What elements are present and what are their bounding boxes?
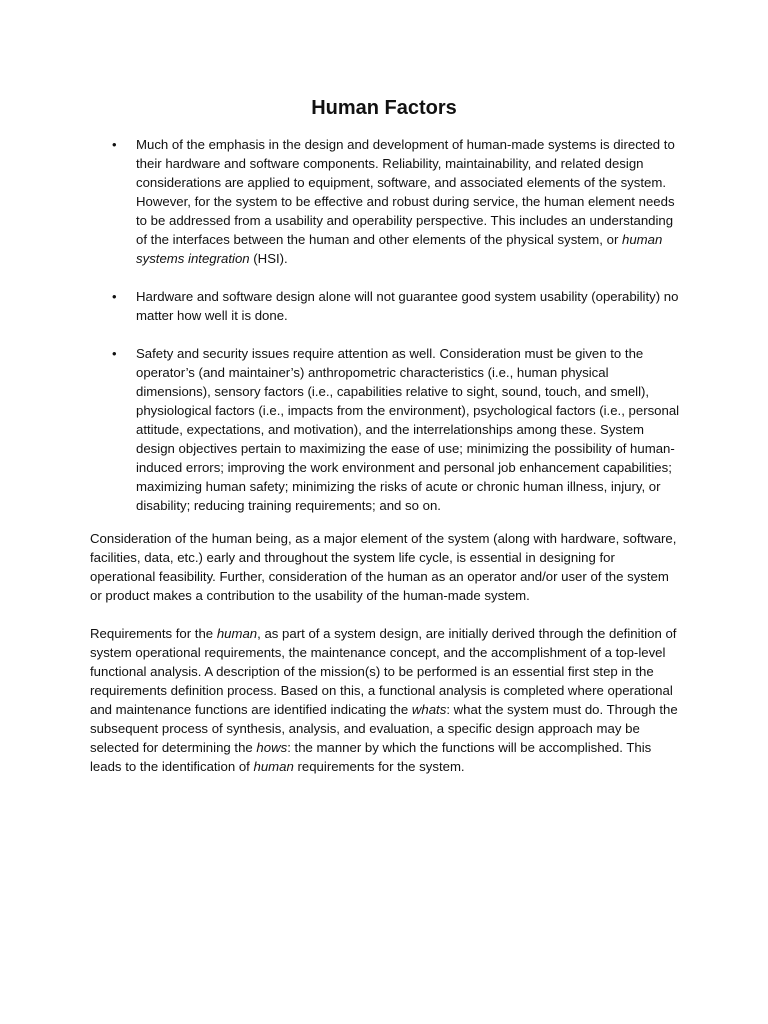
- bullet-item-safety: [90, 344, 680, 515]
- bullet-text: Much of the emphasis in the design and development of human-made systems is directed to their hardware and software components. Reliability, maintainability, and related design considerations are applied to equipment, software, and associated elements of the system. However, for the system to be effective and robust during service, the human element needs to be addressed from a usability and operability perspective. This includes an understanding of the interfaces between the human and other elements of the physical system, or: [136, 137, 675, 247]
- bullet-marker: •: [112, 289, 117, 304]
- paragraph-text: , as part of a system design, are initially derived through the definition of system operational requirements, the maintenance concept, and the accomplishment of a top-level functional analysis. A description of the mission(s) to be performed is an essential first step in the requirements definition process. Based on this, a functional analysis is completed where operational and maintenance functions are identified indicating the: [90, 626, 677, 717]
- bullet-marker: •: [112, 137, 117, 152]
- paragraph-text-italic: hows: [256, 740, 288, 755]
- paragraph-text-italic: human: [216, 626, 258, 641]
- paragraph-text-italic: human: [253, 759, 294, 774]
- bullet-text-italic: human systems integration: [136, 232, 663, 266]
- paragraph-text: : the manner by which the functions will be accomplished. This leads to the identification of: [90, 740, 652, 774]
- bullet-text: Hardware and software design alone will not guarantee good system usability (operability) no matter how well it is done.: [136, 289, 679, 323]
- paragraph-consideration: Consideration of the human being, as a major element of the system (along with hardware, software, facilities, data, etc.) early and throughout the system life cycle, is essential in designing for operational feasibility. Further, consideration of the human as an operator and/or user of the system or product makes a contribution to the usability of the human-made system.: [90, 531, 677, 603]
- paragraph-text-italic: whats: [411, 702, 447, 717]
- paragraph-text: requirements for the system.: [293, 759, 465, 774]
- bullet-text: Safety and security issues require attention as well. Consideration must be given to the operator’s (and maintainer’s) anthropometric characteristics (i.e., human physical dimensions), sensory factors (i.e., capabilities relative to sight, sound, touch, and smell), physiological factors (i.e., impacts from the environment), psychological factors (i.e., personal attitude, expectations, and motivation), and the interrelationships among these. System design objectives pertain to maximizing the ease of use; minimizing the possibility of human-induced errors; improving the work environment and personal job enhancement capabilities; maximizing human safety; minimizing the risks of acute or chronic human illness, injury, or disability; reducing training requirements; and so on.: [136, 346, 680, 513]
- paragraph-text: Requirements for the: [90, 626, 217, 641]
- paragraph-text: : what the system must do. Through the subsequent process of synthesis, analysis, and evaluation, a specific design approach may be selected for determining the: [90, 702, 678, 755]
- paragraph-requirements: [90, 624, 680, 776]
- bullet-text: (HSI).: [249, 251, 288, 266]
- bullet-marker: •: [112, 346, 117, 361]
- document-title: Human Factors: [311, 97, 457, 119]
- bullet-list: [90, 135, 680, 534]
- bullet-item-hsi: [90, 135, 680, 268]
- bullet-item-usability: [90, 287, 680, 325]
- body-paragraphs: [90, 529, 680, 795]
